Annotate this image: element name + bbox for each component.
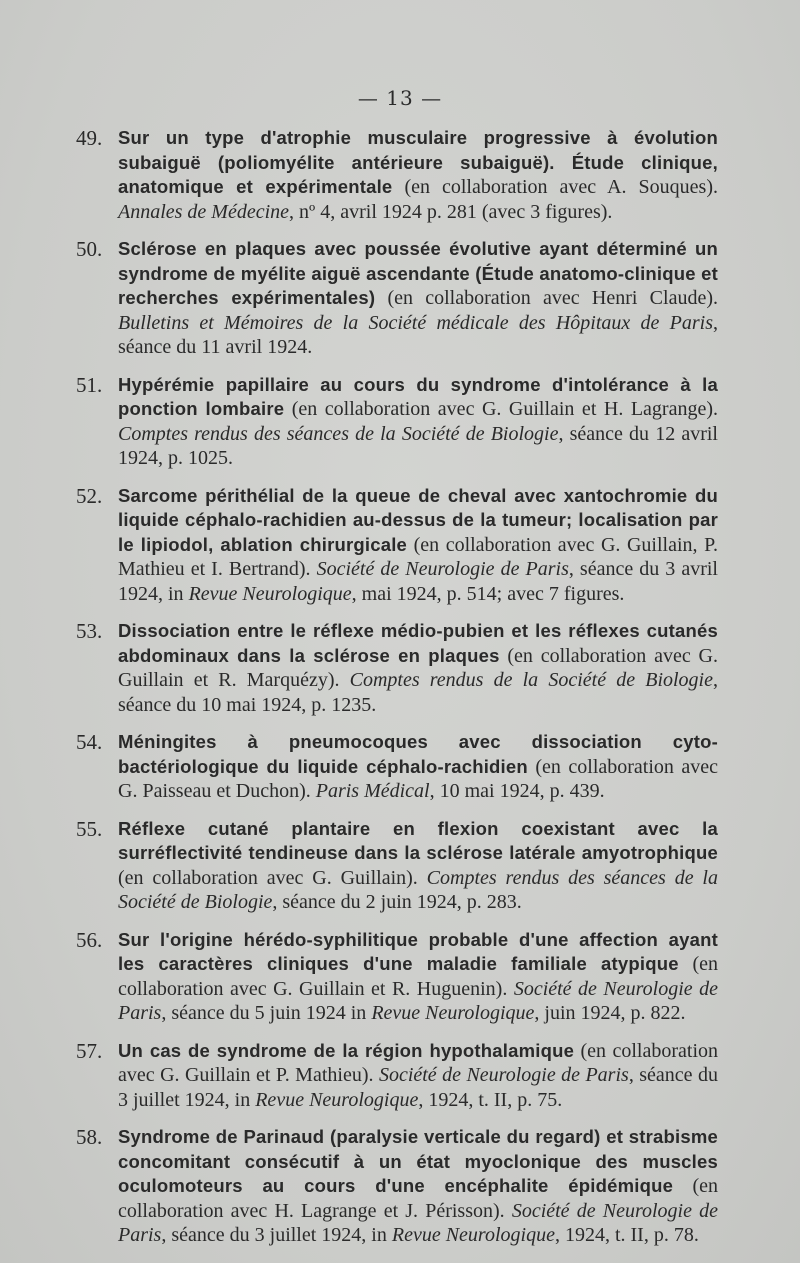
entry-title: Sclérose en plaques avec poussée évolutive ayant déterminé un syndrome de myélite aiguë ascendante (Étude anatomo-clinique et recherches expérimentales) [118, 238, 718, 308]
entry-details: , séance du 3 juillet 1924, in [161, 1224, 392, 1246]
bibliography-entry [78, 928, 718, 1026]
entry-details-2: , juin 1924, p. 822. [534, 1002, 686, 1024]
entry-details: , séance du 12 avril 1924, p. 1025. [118, 422, 718, 469]
entry-authors: (en collaboration avec H. Lagrange et J. Périsson). [118, 1175, 718, 1222]
bibliography-entry [78, 237, 718, 360]
entry-journal-2: Revue Neurologique [371, 1002, 535, 1024]
entry-text [118, 928, 718, 1026]
entry-text [118, 1039, 718, 1113]
entry-journal-2: Revue Neurologique [255, 1088, 419, 1111]
bibliography-entry [78, 1125, 718, 1248]
bibliography-entry [78, 1039, 718, 1113]
entry-details: , séance du 3 juillet 1924, in [118, 1064, 718, 1111]
bibliography-entry [78, 126, 718, 224]
entry-number: 52. [76, 483, 103, 508]
entry-authors: (en collaboration avec G. Guillain et R. Huguenin). [118, 953, 718, 1000]
entry-text [118, 373, 718, 471]
bibliography-entry [78, 817, 718, 915]
entry-text [118, 484, 718, 607]
entry-number: 56. [76, 927, 103, 952]
entry-authors: (en collaboration avec G. Guillain et R. Marquézy). [118, 644, 718, 691]
entry-number: 51. [76, 372, 103, 397]
entry-details-2: , 1924, t. II, p. 75. [418, 1088, 563, 1111]
entry-authors: (en collaboration avec G. Guillain, P. Mathieu et I. Bertrand). [118, 533, 718, 580]
entry-details-2: , mai 1924, p. 514; avec 7 figures. [351, 582, 625, 605]
entry-journal: Paris Médical [315, 780, 430, 802]
entry-journal: Comptes rendus des séances de la Société de Biologie [118, 866, 718, 913]
entry-text [118, 237, 718, 360]
entry-journal: Société de Neurologie de Paris [316, 558, 569, 580]
entry-number: 49. [76, 126, 103, 150]
entry-journal: Société de Neurologie de Paris [378, 1064, 629, 1086]
entry-journal: Comptes rendus de la Société de Biologie [349, 669, 713, 691]
entry-authors: (en collaboration avec G. Paisseau et Duchon). [118, 755, 718, 802]
entry-details: , séance du 11 avril 1924. [118, 311, 718, 358]
entry-journal-2: Revue Neurologique [188, 582, 352, 605]
entry-authors: (en collaboration avec Henri Claude). [375, 287, 718, 309]
entry-title: Méningites à pneumocoques avec dissociation cyto-bactériologique du liquide céphalo-rachidien [118, 731, 718, 777]
bibliography-entry [78, 619, 718, 717]
entry-text [118, 126, 718, 224]
page-number: — 13 — [357, 86, 443, 110]
entry-details: , séance du 2 juin 1924, p. 283. [272, 891, 522, 913]
entry-details-2: , 1924, t. II, p. 78. [554, 1224, 699, 1246]
entry-journal-2: Revue Neurologique [391, 1224, 555, 1246]
entry-details: , 10 mai 1924, p. 439. [429, 780, 605, 802]
bibliography-list [78, 126, 718, 1261]
entry-number: 54. [76, 730, 103, 754]
entry-title: Dissociation entre le réflexe médio-pubien et les réflexes cutanés abdominaux dans la sclérose en plaques [118, 620, 718, 666]
entry-number: 50. [76, 237, 103, 261]
entry-details: , séance du 5 juin 1924 in [161, 1002, 372, 1024]
entry-details: , nº 4, avril 1924 p. 281 (avec 3 figures). [289, 200, 613, 223]
entry-authors: (en collaboration avec A. Souques). [392, 176, 719, 198]
entry-number: 57. [76, 1038, 103, 1063]
bibliography-entry [78, 373, 718, 471]
entry-title: Syndrome de Parinaud (paralysie verticale du regard) et strabisme concomitant consécutif à un état myoclonique des muscles oculomoteurs au cours d'une encéphalite épidémique [118, 1126, 718, 1196]
entry-text [118, 817, 718, 915]
entry-text [118, 619, 718, 717]
entry-number: 55. [76, 816, 103, 841]
entry-journal: Comptes rendus des séances de la Société de Biologie [118, 422, 559, 445]
entry-journal: Société de Neurologie de Paris [118, 977, 718, 1024]
entry-authors: (en collaboration avec G. Guillain et P. Mathieu). [118, 1039, 718, 1086]
entry-title: Sarcome périthélial de la queue de cheval avec xantochromie du liquide céphalo-rachidien au-dessus de la tumeur; localisation par le lipiodol, ablation chirurgicale [118, 484, 718, 555]
entry-title: Sur un type d'atrophie musculaire progressive à évolution subaiguë (poliomyélite antérieure subaiguë). Étude clinique, anatomique et expérimentale [118, 127, 718, 197]
entry-number: 58. [76, 1125, 103, 1149]
entry-details: , séance du 10 mai 1924, p. 1235. [118, 669, 718, 716]
entry-title: Un cas de syndrome de la région hypothalamique [118, 1039, 575, 1061]
entry-title: Sur l'origine hérédo-syphilitique probable d'une affection ayant les caractères cliniques d'une maladie familiale atypique [118, 928, 718, 974]
entry-details: , séance du 3 avril 1924, in [118, 558, 718, 605]
entry-journal: Annales de Médecine [118, 200, 290, 223]
entry-journal: Société de Neurologie de Paris [118, 1199, 719, 1246]
entry-text [118, 1125, 718, 1248]
bibliography-entry [78, 484, 718, 607]
entry-title: Réflexe cutané plantaire en flexion coexistant avec la surréflectivité tendineuse dans la sclérose latérale amyotrophique [118, 817, 718, 863]
entry-number: 53. [76, 619, 103, 643]
entry-journal: Bulletins et Mémoires de la Société médicale des Hôpitaux de Paris [118, 311, 713, 334]
entry-text [118, 730, 718, 804]
bibliography-entry [78, 730, 718, 804]
entry-authors: (en collaboration avec G. Guillain). [118, 866, 427, 889]
entry-authors: (en collaboration avec G. Guillain et H. Lagrange). [284, 398, 718, 420]
entry-title: Hypérémie papillaire au cours du syndrome d'intolérance à la ponction lombaire [118, 373, 718, 419]
